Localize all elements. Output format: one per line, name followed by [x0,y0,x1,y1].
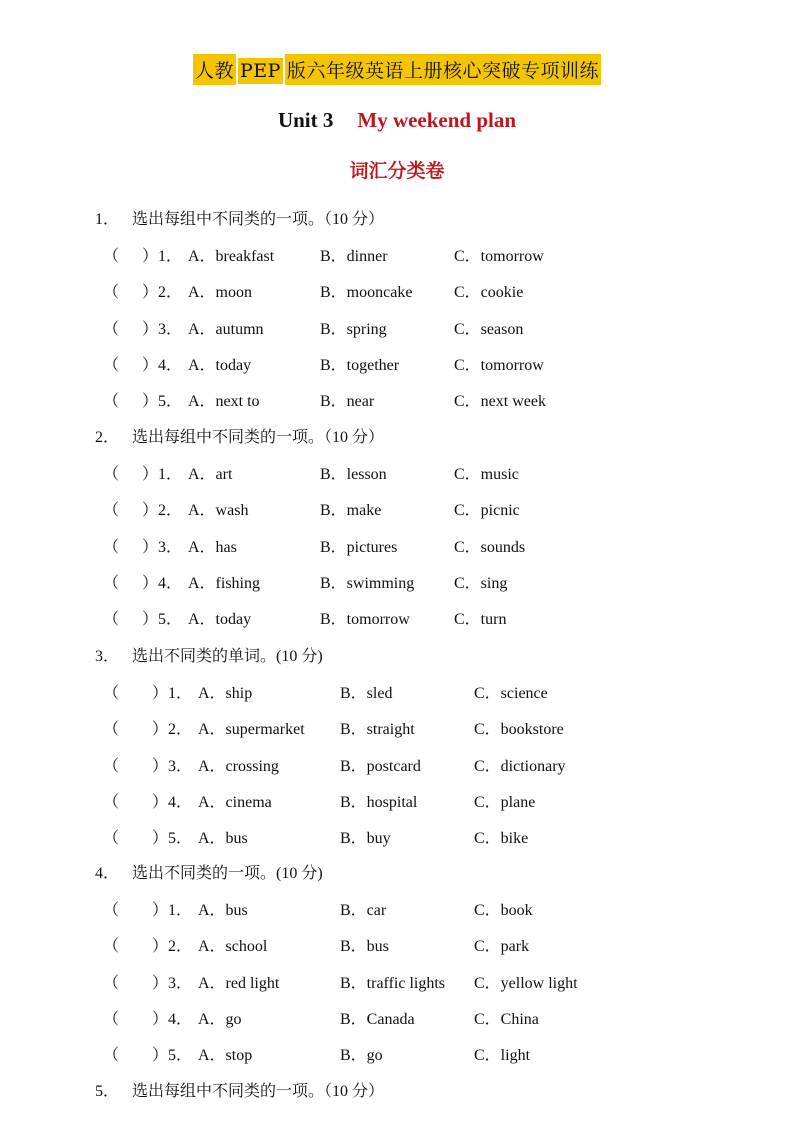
answer-blank-open: （ [103,902,120,919]
question-number: 3． [158,320,183,338]
unit-title [0,108,794,133]
option-c: C．tomorrow [454,248,544,265]
question-number: 4． [158,356,183,374]
answer-blank-close: ） [152,757,169,775]
question-number: 4． [168,793,193,811]
section-instruction: 选出每组中不同类的一项。（10 分） [132,1083,385,1100]
option-b: B．bus [340,938,389,956]
question-row [100,606,720,628]
option-c: C．cookie [454,284,524,302]
answer-blank-open: （ [103,938,120,956]
question-row [100,716,720,738]
answer-blank-close: ） [152,830,169,848]
answer-blank-close: ） [142,538,159,556]
answer-blank-open: （ [103,830,120,848]
question-row [100,316,720,338]
option-c: C．yellow light [474,974,578,992]
section-number: 3． [95,648,120,665]
option-c: C．China [474,1010,539,1028]
option-b: B．make [320,502,382,520]
question-row [100,388,720,410]
section-instruction: 选出每组中不同类的一项。（10 分） [132,429,385,446]
option-c: C．sounds [454,538,526,556]
question-number: 1． [158,466,183,483]
option-c: C．season [454,320,524,338]
section-number: 1． [95,211,120,228]
question-row [100,534,720,556]
question-row [100,789,720,811]
answer-blank-close: ） [152,1047,169,1065]
unit-theme: My weekend plan [357,108,517,132]
option-b: B．near [320,393,375,411]
question-number: 2． [168,721,193,739]
answer-blank-open: （ [103,721,120,739]
answer-blank-open: （ [103,1047,120,1065]
answer-blank-close: ） [152,685,169,702]
option-a: A．today [188,611,252,629]
question-number: 5． [168,830,193,848]
option-b: B．car [340,902,387,919]
answer-blank-open: （ [103,356,120,374]
section-instruction: 选出不同类的单词。(10 分) [132,648,323,665]
header-banner [0,54,794,85]
banner-word-2: PEP [240,60,281,82]
section-instruction: 选出每组中不同类的一项。（10 分） [132,211,385,228]
option-a: A．art [188,466,233,483]
question-number: 1． [168,902,193,919]
answer-blank-open: （ [103,1010,120,1028]
answer-blank-close: ） [142,284,159,302]
option-c: C．science [474,685,548,702]
option-b: B．go [340,1047,383,1065]
question-row [100,1006,720,1028]
option-a: A．bus [198,830,248,848]
answer-blank-open: （ [103,248,120,265]
option-b: B．swimming [320,574,415,592]
answer-blank-close: ） [142,611,159,629]
option-b: B．postcard [340,757,421,775]
question-row [100,1042,720,1064]
section-instruction: 选出不同类的一项。(10 分) [132,865,323,882]
answer-blank-open: （ [103,502,120,520]
banner-word-3: 版六年级英语上册核心突破专项训练 [285,54,601,85]
option-c: C．next week [454,393,546,411]
option-a: A．go [198,1010,242,1028]
option-b: B．mooncake [320,284,413,302]
question-row [100,680,720,702]
section-number: 2． [95,429,120,446]
option-c: C．bike [474,830,529,848]
option-b: B．pictures [320,538,398,556]
section-heading [95,643,323,666]
answer-blank-open: （ [103,793,120,811]
option-a: A．moon [188,284,253,302]
option-a: A．school [198,938,268,956]
answer-blank-open: （ [103,393,120,411]
question-row [100,352,720,374]
question-row [100,970,720,992]
question-row [100,825,720,847]
answer-blank-close: ） [142,356,159,374]
answer-blank-close: ） [152,974,169,992]
question-number: 5． [168,1047,193,1065]
option-a: A．ship [198,685,253,702]
option-c: C．music [454,466,519,483]
answer-blank-close: ） [152,902,169,919]
question-number: 3． [158,538,183,556]
question-row [100,279,720,301]
option-a: A．bus [198,902,248,919]
question-number: 1． [168,685,193,702]
answer-blank-open: （ [103,284,120,302]
option-a: A．autumn [188,320,264,338]
option-a: A．fishing [188,574,261,592]
question-number: 3． [168,757,193,775]
option-c: C．park [474,938,530,956]
section-heading [95,206,384,229]
banner-word-1: 人教 [193,54,236,85]
question-number: 5． [158,393,183,411]
option-c: C．plane [474,793,536,811]
question-number: 4． [168,1010,193,1028]
section-heading [95,1078,384,1101]
option-b: B．dinner [320,248,388,265]
option-a: A．today [188,356,252,374]
option-b: B．buy [340,830,391,848]
answer-blank-open: （ [103,538,120,556]
option-b: B．sled [340,685,393,702]
question-row [100,461,720,483]
option-c: C．turn [454,611,507,629]
option-a: A．next to [188,393,260,411]
option-a: A．breakfast [188,248,275,265]
option-a: A．has [188,538,237,556]
question-number: 5． [158,611,183,629]
question-number: 2． [168,938,193,956]
answer-blank-close: ） [142,574,159,592]
worksheet-subtitle: 词汇分类卷 [349,160,445,182]
answer-blank-open: （ [103,466,120,483]
option-c: C．bookstore [474,721,564,739]
answer-blank-open: （ [103,685,120,702]
question-number: 2． [158,502,183,520]
section-heading [95,424,384,447]
option-a: A．cinema [198,793,272,811]
question-row [100,570,720,592]
question-row [100,243,720,265]
option-b: B．traffic lights [340,974,446,992]
question-row [100,933,720,955]
answer-blank-close: ） [152,938,169,956]
question-number: 3． [168,974,193,992]
unit-number: Unit 3 [277,108,334,132]
answer-blank-open: （ [103,320,120,338]
answer-blank-close: ） [142,466,159,483]
section-heading [95,860,323,883]
question-row [100,497,720,519]
option-a: A．wash [188,502,249,520]
option-b: B．straight [340,721,415,739]
answer-blank-open: （ [103,974,120,992]
option-b: B．spring [320,320,387,338]
option-b: B．together [320,356,400,374]
answer-blank-open: （ [103,611,120,629]
option-b: B．hospital [340,793,418,811]
option-c: C．picnic [454,502,520,520]
answer-blank-close: ） [142,502,159,520]
option-b: B．Canada [340,1010,415,1028]
question-number: 1． [158,248,183,265]
answer-blank-close: ） [152,1010,169,1028]
option-a: A．crossing [198,757,279,775]
option-b: B．lesson [320,466,387,483]
option-c: C．book [474,902,533,919]
option-c: C．dictionary [474,757,566,775]
option-a: A．stop [198,1047,253,1065]
option-c: C．light [474,1047,531,1065]
question-row [100,753,720,775]
option-a: A．supermarket [198,721,305,739]
answer-blank-close: ） [152,721,169,739]
answer-blank-close: ） [152,793,169,811]
option-b: B．tomorrow [320,611,410,629]
answer-blank-close: ） [142,393,159,411]
option-c: C．tomorrow [454,356,544,374]
question-number: 4． [158,574,183,592]
section-number: 4． [95,865,120,882]
question-row [100,897,720,919]
answer-blank-open: （ [103,757,120,775]
answer-blank-close: ） [142,248,159,265]
answer-blank-open: （ [103,574,120,592]
option-a: A．red light [198,974,280,992]
option-c: C．sing [454,574,508,592]
question-number: 2． [158,284,183,302]
answer-blank-close: ） [142,320,159,338]
section-number: 5． [95,1083,120,1100]
